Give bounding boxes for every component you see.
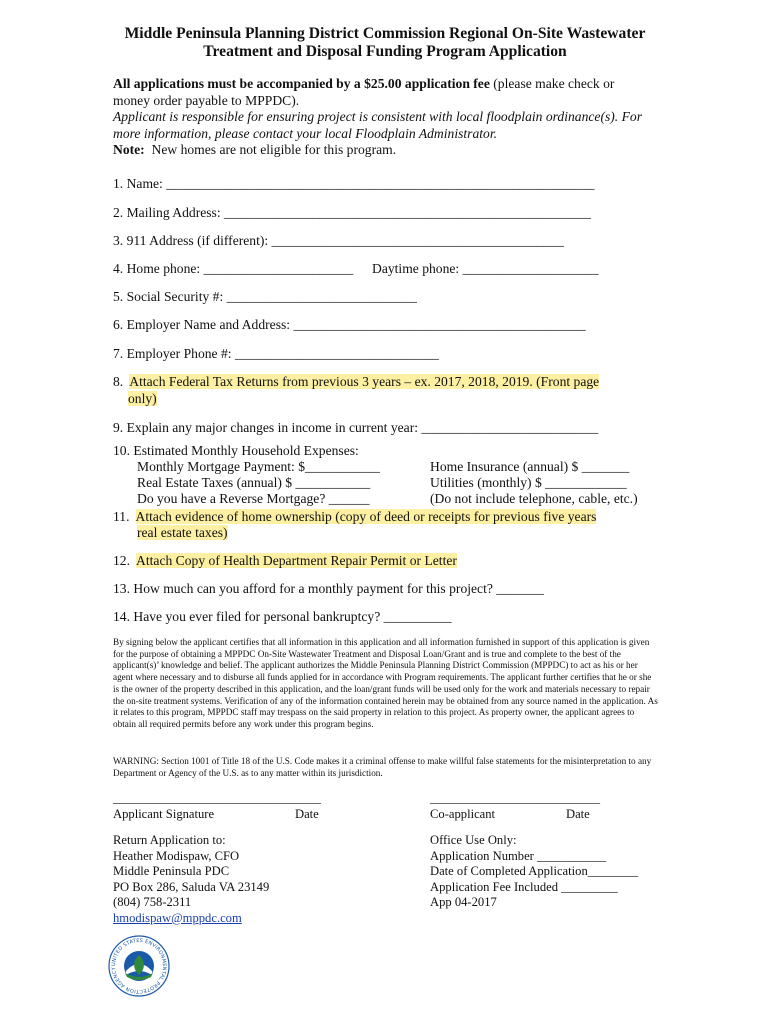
field-home-phone[interactable]: 4. Home phone: ______________________ xyxy=(113,261,354,276)
item-11-text: Attach evidence of home ownership (copy of deed or receipts for previous five years xyxy=(135,509,597,524)
office-use-block xyxy=(430,833,638,911)
field-daytime-phone[interactable]: Daytime phone: ____________________ xyxy=(372,261,599,276)
coapplicant-date-label: Date xyxy=(566,807,590,821)
item-8-number: 8. xyxy=(113,374,130,389)
field-911-address[interactable]: 3. 911 Address (if different): ___________________________________________ xyxy=(113,233,564,248)
return-contact-name: Heather Modispaw, CFO xyxy=(113,848,240,863)
note xyxy=(113,142,673,159)
item-12-text: Attach Copy of Health Department Repair Permit or Letter xyxy=(136,553,457,568)
floodplain-notice-2: more information, please contact your local Floodplain Administrator. xyxy=(113,125,498,141)
field-mortgage-payment[interactable]: Monthly Mortgage Payment: $___________ xyxy=(137,459,380,474)
return-email-link[interactable]: hmodispaw@mppdc.com xyxy=(113,910,242,925)
office-heading: Office Use Only: xyxy=(430,833,517,847)
field-real-estate-taxes[interactable]: Real Estate Taxes (annual) $ ___________ xyxy=(137,475,371,490)
fee-notice-line-2: money order payable to MPPDC). xyxy=(113,92,300,108)
office-fee-included: Application Fee Included _________ xyxy=(430,879,618,894)
floodplain-notice-1: Applicant is responsible for ensuring project is consistent with local floodplain ordinance(s). For xyxy=(113,109,642,124)
field-bankruptcy[interactable]: 14. Have you ever filed for personal bankruptcy? __________ xyxy=(113,609,452,624)
office-date-completed: Date of Completed Application________ xyxy=(430,864,639,879)
field-income-changes[interactable]: 9. Explain any major changes in income in current year: __________________________ xyxy=(113,420,599,435)
utilities-note: (Do not include telephone, cable, etc.) xyxy=(430,491,638,506)
return-organization: Middle Peninsula PDC xyxy=(113,864,230,879)
return-heading: Return Application to: xyxy=(113,833,226,847)
field-monthly-payment[interactable]: 13. How much can you afford for a monthly payment for this project? _______ xyxy=(113,581,544,596)
form-version: App 04-2017 xyxy=(430,895,497,910)
fee-notice-rest: (please make check or xyxy=(489,76,615,91)
item-tax-returns-cont xyxy=(128,391,157,407)
note-text: New homes are not eligible for this program. xyxy=(144,142,397,157)
applicant-date-label: Date xyxy=(295,807,319,821)
item-8-text: Attach Federal Tax Returns from previous 3 years – ex. 2017, 2018, 2019. (Front page xyxy=(129,374,600,389)
office-application-number: Application Number ___________ xyxy=(430,848,607,863)
seal-lettering: UNITED STATES ENVIRONMENTAL PROTECTION AGENCY xyxy=(110,937,168,995)
note-label: Note: xyxy=(113,142,145,157)
title-line-1: Middle Peninsula Planning District Commission Regional On-Site Wastewater xyxy=(124,25,646,42)
item-home-ownership-cont xyxy=(137,525,228,541)
certification-text: By signing below the applicant certifies that all information in this application and all information furnished in support of this application is given for the purpose of obtaining a MPPDC On-Site Wastewater Treatment and Disposal Loan/Grant and is true and complete to the best of the applicant(s)’ knowledge and belief. The applicant authorizes the Middle Peninsula Planning District Commission (MPPDC) to act as his or her agent where necessary and to disburse all funds applied for in accordance with Program requirements. The applicant further certifies that he or she is the owner of the property described in this application, and the loan/grant funds will be used only for the work and materials necessary to repair the on-site treatment systems. Verification of any of the information contained herein may be obtained from any source named in the application. As it relates to this program, MPPDC staff may trespass on the said property in relation to this project. As property owner, the applicant agrees to obtain all required permits before any work under this program begins. xyxy=(113,637,658,729)
fee-notice-bold: All applications must be accompanied by a $25.00 application fee xyxy=(113,76,490,91)
field-home-insurance[interactable]: Home Insurance (annual) $ _______ xyxy=(430,459,630,474)
item-health-permit xyxy=(113,553,457,569)
coapplicant-signature-line[interactable]: ___________________________ xyxy=(430,791,601,805)
item-11-number: 11. xyxy=(113,509,136,524)
coapplicant-label: Co-applicant xyxy=(430,807,496,821)
intro-block xyxy=(113,76,673,159)
return-address: PO Box 286, Saluda VA 23149 xyxy=(113,879,270,894)
field-employer-phone[interactable]: 7. Employer Phone #: ______________________________ xyxy=(113,346,439,361)
applicant-signature-line[interactable]: _________________________________ xyxy=(113,791,321,805)
field-utilities[interactable]: Utilities (monthly) $ ____________ xyxy=(430,475,627,490)
item-12-number: 12. xyxy=(113,553,137,568)
fee-notice xyxy=(113,76,673,93)
warning-text: WARNING: Section 1001 of Title 18 of the U.S. Code makes it a criminal offense to make willful false statements for the misinterpretation to any Department or Agency of the U.S. as to any matter within its jurisdiction. xyxy=(113,756,652,778)
title-line-2: Treatment and Disposal Funding Program Application xyxy=(203,43,567,60)
return-phone: (804) 758-2311 xyxy=(113,895,192,910)
field-reverse-mortgage[interactable]: Do you have a Reverse Mortgage? ______ xyxy=(137,491,370,506)
expenses-heading: 10. Estimated Monthly Household Expenses: xyxy=(113,443,359,458)
field-name[interactable]: 1. Name: _______________________________________________________________ xyxy=(113,176,595,191)
field-employer-name-address[interactable]: 6. Employer Name and Address: ___________________________________________ xyxy=(113,317,586,332)
field-social-security[interactable]: 5. Social Security #: ____________________________ xyxy=(113,289,417,304)
form-title xyxy=(60,25,710,61)
field-mailing-address[interactable]: 2. Mailing Address: ______________________________________________________ xyxy=(113,205,592,220)
applicant-signature-label: Applicant Signature xyxy=(113,807,215,821)
item-8-text-cont: only) xyxy=(128,391,157,406)
return-address-block xyxy=(113,833,269,927)
item-home-ownership xyxy=(113,509,596,525)
item-11-text-cont: real estate taxes) xyxy=(137,525,228,540)
item-tax-returns xyxy=(113,374,599,390)
epa-seal-logo xyxy=(108,935,170,997)
